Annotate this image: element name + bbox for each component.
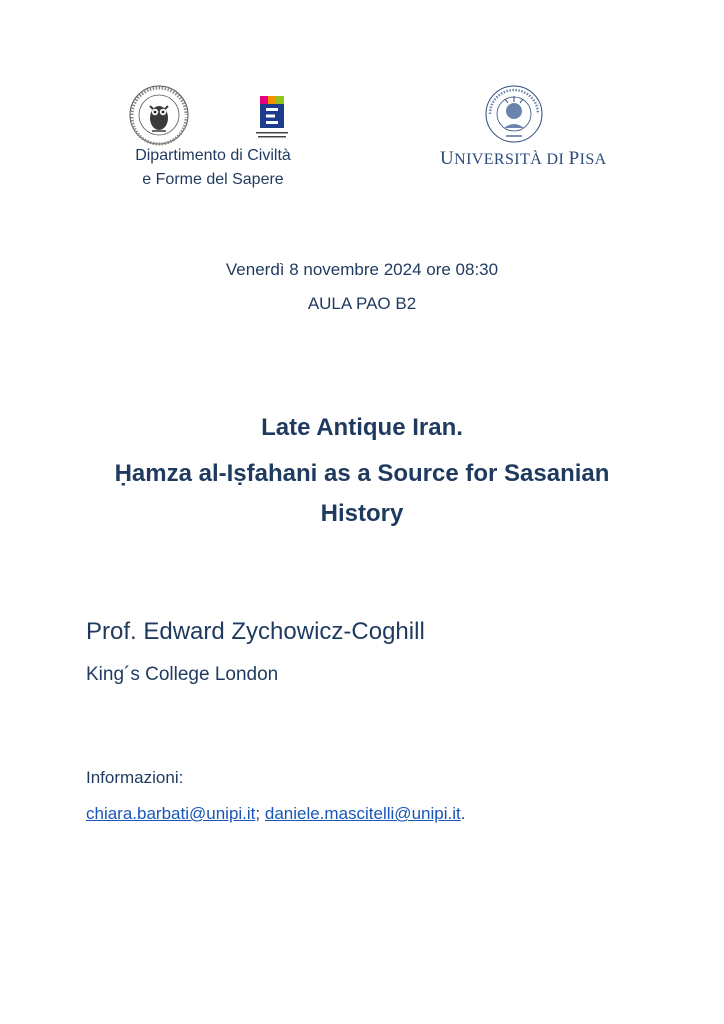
- info-label: Informazioni:: [86, 768, 184, 787]
- university-name: [440, 148, 607, 170]
- talk-title-line-1: Late Antique Iran.: [261, 414, 463, 441]
- email-separator: ;: [255, 804, 265, 823]
- talk-title-line-2: Ḥamza al-Iṣfahani as a Source for Sasanian: [114, 460, 610, 487]
- contact-emails: [86, 804, 465, 824]
- event-room: AULA PAO B2: [307, 294, 417, 313]
- speaker-name: Prof. Edward Zychowicz-Coghill: [86, 618, 425, 645]
- email-link-chiara-barbati[interactable]: chiara.barbati@unipi.it: [86, 804, 256, 823]
- event-date-time: Venerdì 8 novembre 2024 ore 08:30: [225, 260, 499, 279]
- speaker-affiliation: King´s College London: [86, 664, 279, 685]
- department-name-line-1: Dipartimento di Civiltà: [135, 147, 291, 164]
- talk-title-line-3: History: [320, 500, 404, 527]
- university-name-part-2: ISA: [579, 151, 607, 168]
- department-name-line-2: e Forme del Sapere: [142, 171, 284, 188]
- contacts-terminator: .: [460, 804, 466, 823]
- university-initial-p: P: [568, 148, 580, 169]
- owl-seal-icon: [128, 84, 190, 146]
- university-initial-u: U: [440, 148, 455, 169]
- excellence-department-icon: [250, 94, 294, 144]
- university-seal-icon: [484, 84, 544, 144]
- email-link-daniele-mascitelli[interactable]: daniele.mascitelli@unipi.it: [264, 804, 461, 823]
- university-name-part-1: NIVERSITÀ DI: [454, 151, 569, 168]
